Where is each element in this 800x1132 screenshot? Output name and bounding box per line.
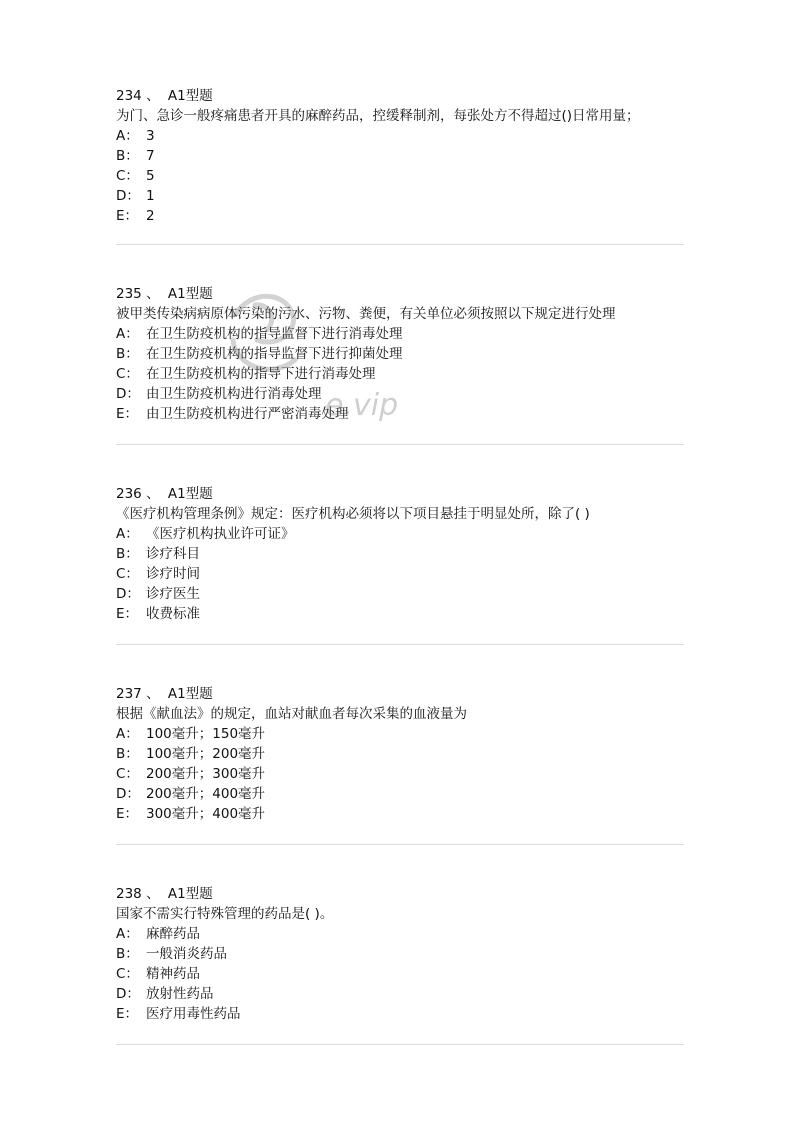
option-text: 7	[146, 148, 155, 164]
option-b	[116, 744, 686, 764]
question-separator: 、	[146, 88, 160, 104]
option-d	[116, 384, 686, 404]
option-text: 由卫生防疫机构进行消毒处理	[146, 386, 322, 402]
option-text: 200毫升；300毫升	[146, 766, 266, 782]
option-letter: C：	[116, 168, 139, 184]
question-237	[116, 684, 686, 824]
divider	[116, 1044, 684, 1045]
divider	[116, 444, 684, 445]
option-letter: C：	[116, 566, 139, 582]
option-text: 精神药品	[146, 966, 200, 982]
option-e	[116, 206, 686, 226]
option-text: 由卫生防疫机构进行严密消毒处理	[146, 406, 349, 422]
question-stem: 被甲类传染病病原体污染的污水、污物、粪便，有关单位必须按照以下规定进行处理	[116, 306, 616, 322]
question-stem: 国家不需实行特殊管理的药品是( )。	[116, 906, 334, 922]
question-header	[116, 86, 686, 106]
option-letter: D：	[116, 586, 140, 602]
question-type: A1型题	[167, 88, 213, 104]
option-text: 收费标准	[146, 606, 200, 622]
question-236	[116, 484, 686, 624]
option-text: 在卫生防疫机构的指导监督下进行抑菌处理	[146, 346, 403, 362]
question-238	[116, 884, 686, 1024]
option-text: 200毫升；400毫升	[146, 786, 266, 802]
option-text: 麻醉药品	[146, 926, 200, 942]
question-number: 236	[116, 486, 142, 502]
option-text: 100毫升；150毫升	[146, 726, 266, 742]
option-b	[116, 944, 686, 964]
option-letter: A：	[116, 726, 139, 742]
question-separator: 、	[146, 286, 160, 302]
option-letter: E：	[116, 1006, 139, 1022]
option-d	[116, 186, 686, 206]
question-header	[116, 484, 686, 504]
option-text: 放射性药品	[146, 986, 214, 1002]
question-type: A1型题	[167, 286, 213, 302]
question-header	[116, 684, 686, 704]
option-letter: B：	[116, 746, 139, 762]
option-c	[116, 364, 686, 384]
question-separator: 、	[146, 886, 160, 902]
option-text: 5	[146, 168, 155, 184]
option-letter: B：	[116, 946, 139, 962]
option-a	[116, 724, 686, 744]
question-type: A1型题	[167, 886, 213, 902]
divider	[116, 644, 684, 645]
option-d	[116, 584, 686, 604]
option-letter: B：	[116, 546, 139, 562]
option-e	[116, 404, 686, 424]
question-number: 238	[116, 886, 142, 902]
watermark-text: e.vip	[325, 388, 399, 423]
option-text: 2	[146, 208, 155, 224]
option-text: 在卫生防疫机构的指导监督下进行消毒处理	[146, 326, 403, 342]
option-letter: D：	[116, 786, 140, 802]
option-text: 诊疗时间	[146, 566, 200, 582]
option-a	[116, 324, 686, 344]
option-c	[116, 166, 686, 186]
option-text: 一般消炎药品	[146, 946, 227, 962]
option-letter: B：	[116, 346, 139, 362]
option-text: 诊疗医生	[146, 586, 200, 602]
option-c	[116, 964, 686, 984]
option-b	[116, 344, 686, 364]
option-e	[116, 604, 686, 624]
question-234	[116, 86, 686, 226]
option-letter: C：	[116, 966, 139, 982]
option-text: 诊疗科目	[146, 546, 200, 562]
question-number: 235	[116, 286, 142, 302]
option-a	[116, 524, 686, 544]
option-letter: A：	[116, 128, 139, 144]
option-text: 1	[146, 188, 155, 204]
question-header	[116, 884, 686, 904]
option-letter: D：	[116, 986, 140, 1002]
option-letter: C：	[116, 766, 139, 782]
question-stem: 为门、急诊一般疼痛患者开具的麻醉药品，控缓释制剂，每张处方不得超过()日常用量；	[116, 108, 640, 124]
option-letter: C：	[116, 366, 139, 382]
option-e	[116, 1004, 686, 1024]
option-text: 100毫升；200毫升	[146, 746, 266, 762]
option-letter: E：	[116, 806, 139, 822]
option-d	[116, 984, 686, 1004]
option-b	[116, 544, 686, 564]
option-c	[116, 564, 686, 584]
option-d	[116, 784, 686, 804]
question-separator: 、	[146, 686, 160, 702]
divider	[116, 844, 684, 845]
option-text: 300毫升；400毫升	[146, 806, 266, 822]
option-b	[116, 146, 686, 166]
question-type: A1型题	[167, 486, 213, 502]
option-c	[116, 764, 686, 784]
option-text: 《医疗机构执业许可证》	[146, 526, 295, 542]
option-text: 3	[146, 128, 155, 144]
question-number: 237	[116, 686, 142, 702]
option-letter: A：	[116, 526, 139, 542]
question-number: 234	[116, 88, 142, 104]
question-header	[116, 284, 686, 304]
option-a	[116, 924, 686, 944]
divider	[116, 244, 684, 245]
question-separator: 、	[146, 486, 160, 502]
option-text: 在卫生防疫机构的指导下进行消毒处理	[146, 366, 376, 382]
option-letter: D：	[116, 386, 140, 402]
option-text: 医疗用毒性药品	[146, 1006, 241, 1022]
option-letter: D：	[116, 188, 140, 204]
option-letter: A：	[116, 326, 139, 342]
question-stem: 《医疗机构管理条例》规定：医疗机构必须将以下项目悬挂于明显处所，除了( )	[116, 506, 590, 522]
option-e	[116, 804, 686, 824]
question-type: A1型题	[167, 686, 213, 702]
question-stem: 根据《献血法》的规定，血站对献血者每次采集的血液量为	[116, 706, 467, 722]
option-letter: E：	[116, 208, 139, 224]
option-a	[116, 126, 686, 146]
option-letter: B：	[116, 148, 139, 164]
question-235	[116, 284, 686, 424]
option-letter: E：	[116, 406, 139, 422]
option-letter: A：	[116, 926, 139, 942]
option-letter: E：	[116, 606, 139, 622]
